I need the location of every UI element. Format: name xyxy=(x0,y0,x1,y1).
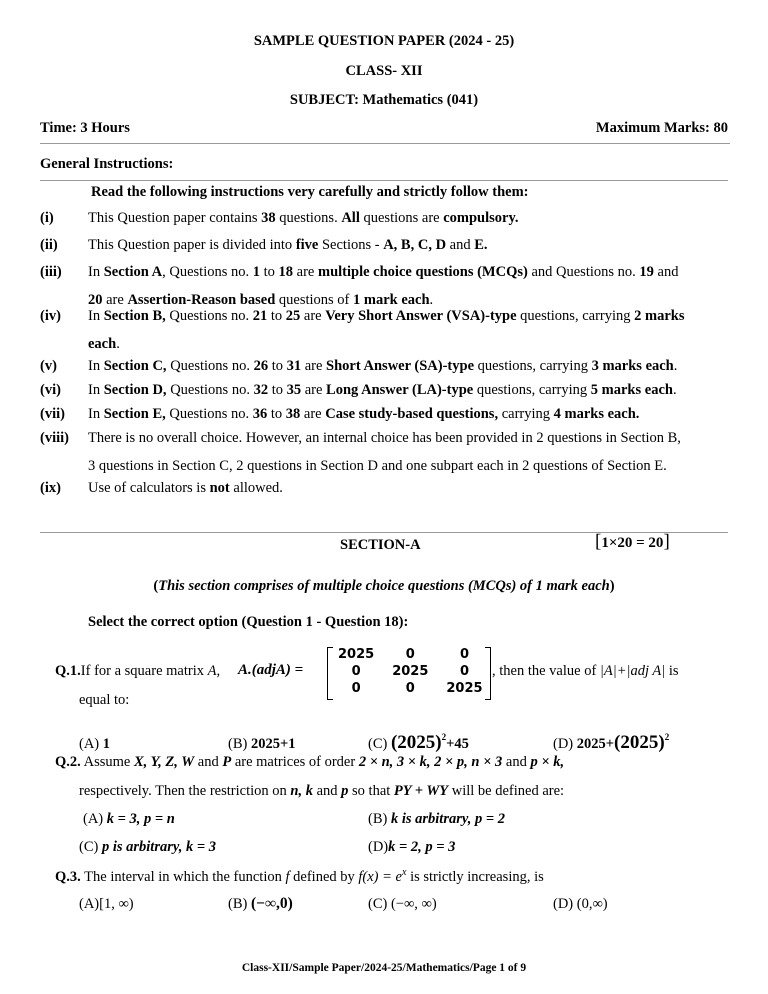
instruction-number: (viii) xyxy=(40,430,69,446)
page-footer: Class-XII/Sample Paper/2024-25/Mathematics/Page 1 of 9 xyxy=(241,962,527,974)
paper-title: SAMPLE QUESTION PAPER (2024 - 25) xyxy=(253,33,515,49)
section-marks: [1×20 = 20] xyxy=(595,531,670,552)
instruction-number: (iii) xyxy=(40,264,62,280)
option-b[interactable]: (B) (−∞,0) xyxy=(228,895,293,912)
instruction-number: (ix) xyxy=(40,480,61,496)
time-label: Time: 3 Hours xyxy=(40,120,130,136)
instruction-text: There is no overall choice. However, an internal choice has been provided in 2 questions in Section B, 3 questions in Section C, 2 questions in Section D and one subpart each in 2 questions of Section E. xyxy=(88,430,681,474)
select-prompt: Select the correct option (Question 1 - Question 18): xyxy=(88,614,409,630)
option-b[interactable]: (B) 2025+1 xyxy=(228,736,296,752)
section-description: (This section comprises of multiple choice questions (MCQs) of 1 mark each) xyxy=(153,578,615,594)
option-d[interactable]: (D) $2025+(2025)^2$ xyxy=(553,732,670,753)
instruction-number: (vi) xyxy=(40,382,61,398)
divider xyxy=(40,143,730,144)
option-c[interactable]: (C) $(2025)^2+45$ xyxy=(368,732,469,753)
option-c[interactable]: (C) (−∞, ∞) xyxy=(368,896,437,912)
instruction-text: Use of calculators is not allowed. xyxy=(88,480,283,496)
instruction-number: (i) xyxy=(40,210,54,226)
question-1-lhs: A.(adjA) = xyxy=(238,662,304,678)
question-1-line1: Q.1.If for a square matrix A, xyxy=(55,663,221,679)
instruction-text: This Question paper contains 38 questions. All questions are compulsory. xyxy=(88,210,519,226)
instruction-text: In Section C, Questions no. 26 to 31 are Short Answer (SA)-type questions, carrying 3 marks each. xyxy=(88,358,678,374)
option-b[interactable]: (B) k is arbitrary, p = 2 xyxy=(368,811,506,827)
instruction-text: In Section A, Questions no. 1 to 18 are multiple choice questions (MCQs) and Questions no. 19 and 20 are Assertion-Reason based questions of 1 mark each. xyxy=(88,264,679,308)
instruction-text: In Section E, Questions no. 36 to 38 are Case study-based questions, carrying 4 marks each. xyxy=(88,406,640,422)
question-3-line1: Q.3. The interval in which the function f defined by $f(x) = e^x$ is strictly increasing, is xyxy=(55,867,544,885)
question-number: Q.1. xyxy=(55,663,81,679)
instruction-number: (iv) xyxy=(40,308,61,324)
option-a[interactable]: (A)[1, ∞) xyxy=(79,896,134,912)
option-c[interactable]: (C) p is arbitrary, k = 3 xyxy=(79,839,217,855)
question-number: Q.2. xyxy=(55,754,81,770)
instruction-number: (ii) xyxy=(40,237,58,253)
divider xyxy=(40,180,728,181)
question-1-tail: , then the value of |A|+|adj A| is xyxy=(492,663,679,679)
question-1-line2: equal to: xyxy=(79,692,130,708)
option-a[interactable]: (A) 1 xyxy=(79,736,111,752)
matrix: 2025 0 0 0 2025 0 0 0 2025 xyxy=(327,646,491,700)
instruction-text: In Section B, Questions no. 21 to 25 are Very Short Answer (VSA)-type questions, carrying 2 marks each. xyxy=(88,308,685,352)
question-2-line2: respectively. Then the restriction on n, k and p so that PY + WY will be defined are: xyxy=(79,783,565,799)
option-a[interactable]: (A) k = 3, p = n xyxy=(83,811,175,827)
section-title: SECTION-A xyxy=(340,537,421,553)
instruction-text: This Question paper is divided into five Sections - A, B, C, D and E. xyxy=(88,237,488,253)
instructions-intro: Read the following instructions very carefully and strictly follow them: xyxy=(91,184,529,200)
question-number: Q.3. xyxy=(55,869,81,885)
general-instructions-heading: General Instructions: xyxy=(40,156,174,172)
option-d[interactable]: (D) (0,∞) xyxy=(553,896,608,912)
class-label: CLASS- XII xyxy=(345,63,423,79)
subject-label: SUBJECT: Mathematics (041) xyxy=(289,92,479,108)
instruction-number: (v) xyxy=(40,358,57,374)
question-2-line1: Q.2. Assume X, Y, Z, W and P are matrices of order 2 × n, 3 × k, 2 × p, n × 3 and p × k, xyxy=(55,754,565,770)
max-marks-label: Maximum Marks: 80 xyxy=(595,120,728,136)
instruction-number: (vii) xyxy=(40,406,65,422)
option-d[interactable]: (D)k = 2, p = 3 xyxy=(368,839,456,855)
instruction-text: In Section D, Questions no. 32 to 35 are Long Answer (LA)-type questions, carrying 5 marks each. xyxy=(88,382,677,398)
